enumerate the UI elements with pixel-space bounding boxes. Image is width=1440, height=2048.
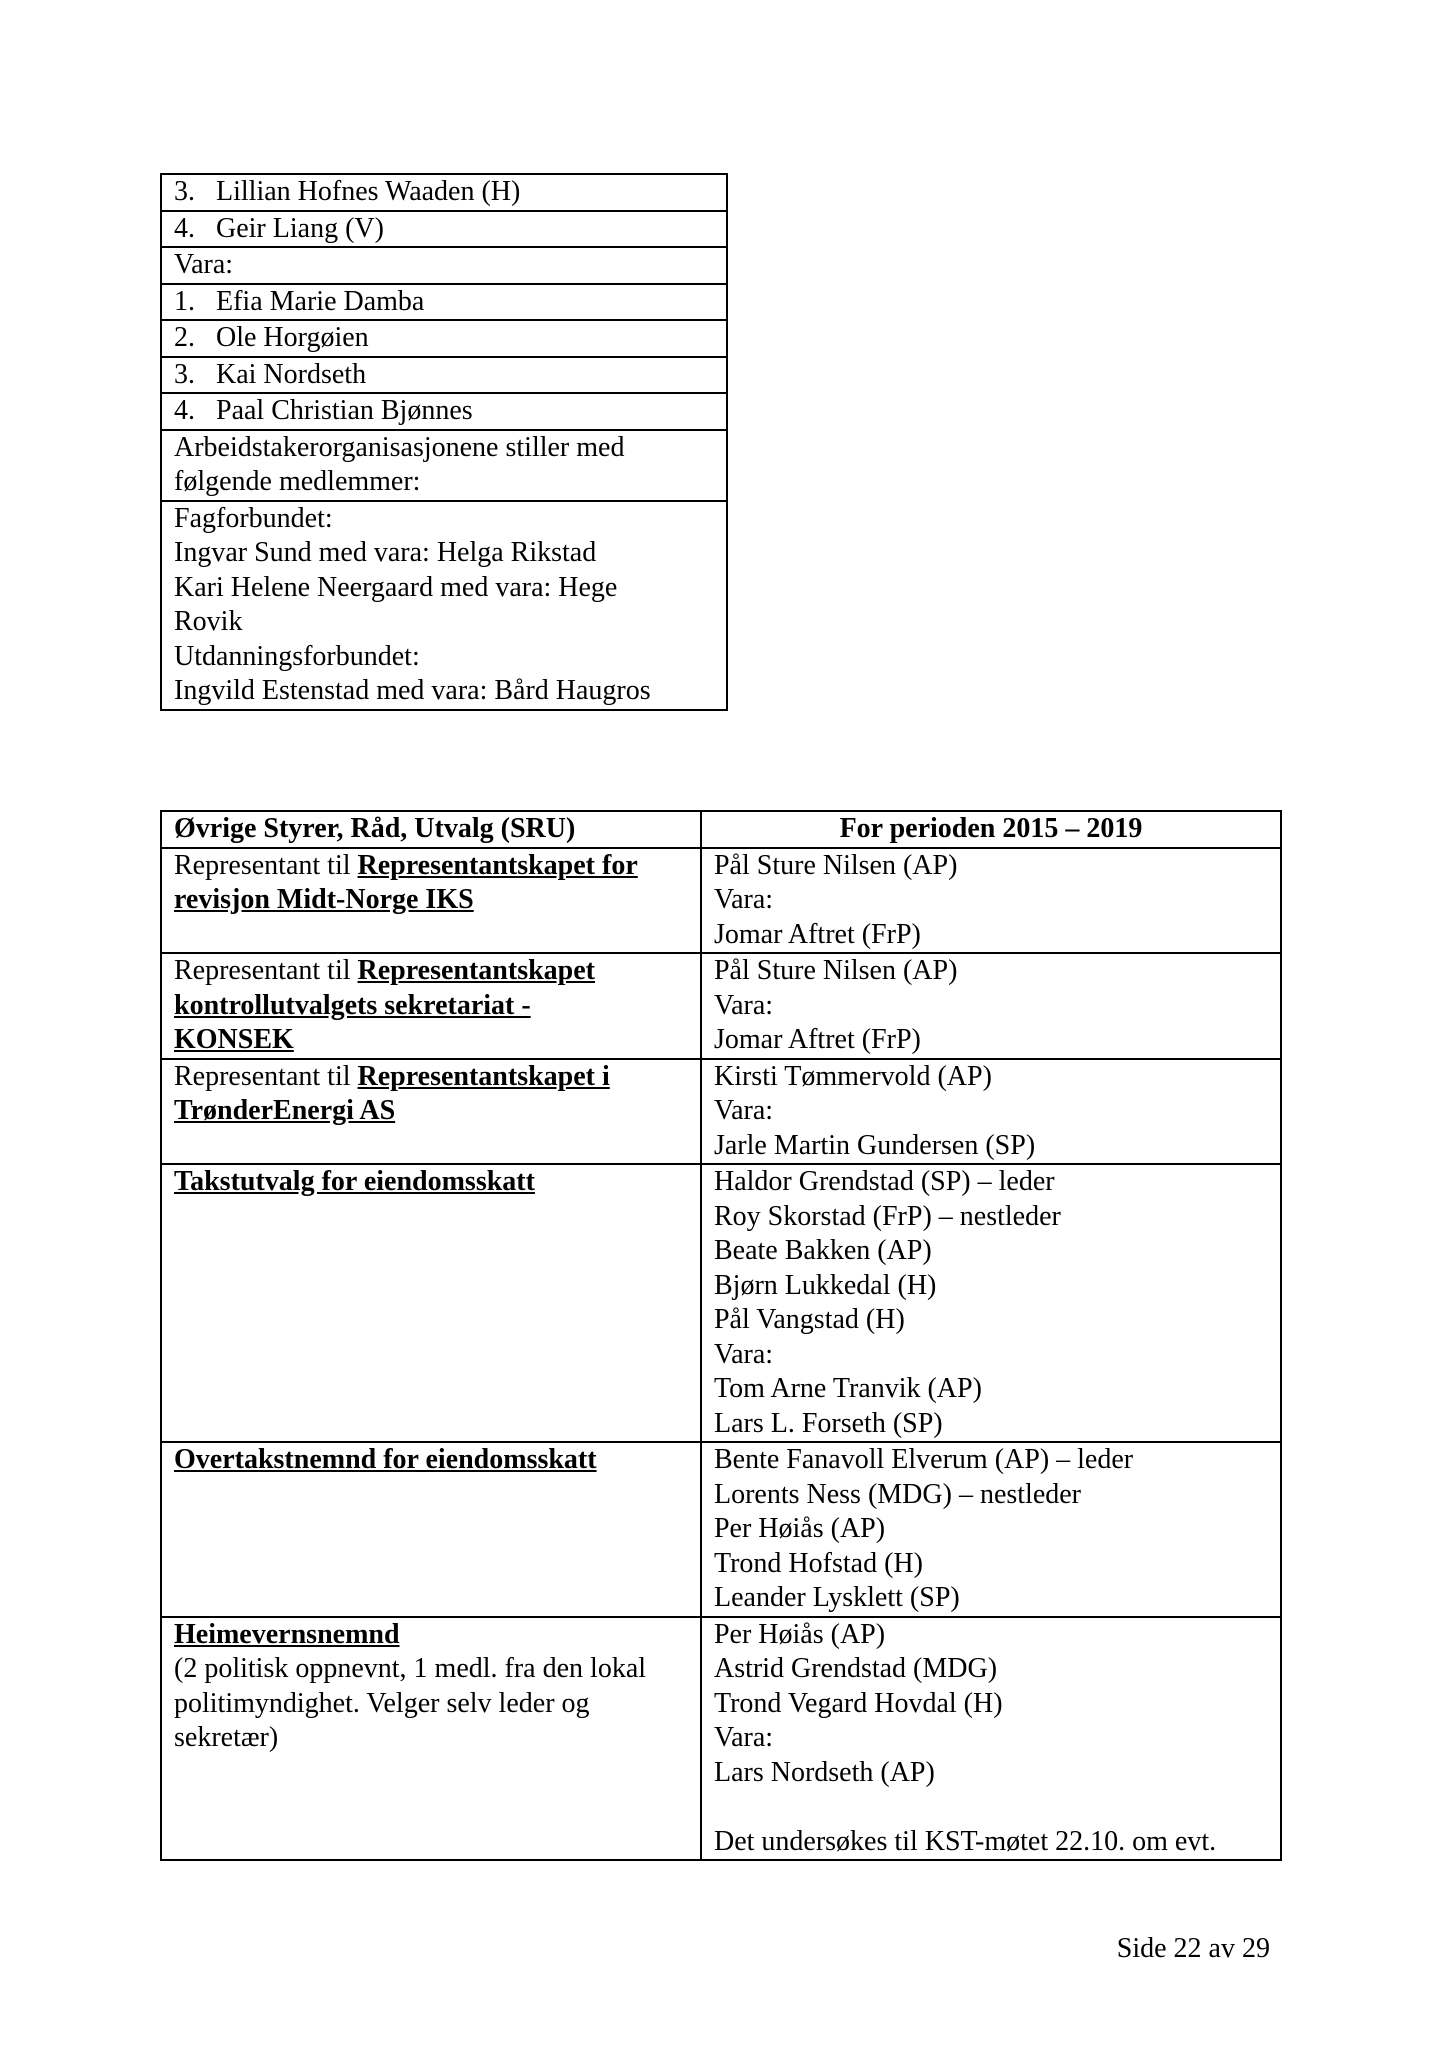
sru-title-line (174, 849, 688, 884)
list-number: 4. (174, 212, 195, 244)
sru-title-line (174, 1060, 688, 1095)
sru-title-line (174, 989, 688, 1024)
sru-member: Jomar Aftret (FrP) (713, 918, 921, 950)
sru-title-line (174, 1165, 688, 1200)
sru-member: Pål Sture Nilsen (AP) (713, 955, 958, 986)
sru-header-left: Øvrige Styrer, Råd, Utvalg (SRU) (161, 811, 701, 848)
sru-row (161, 1442, 1281, 1617)
sru-members-cell (701, 1442, 1281, 1617)
sru-member: Per Høiås (AP) (713, 1618, 886, 1650)
sru-body-title: Representantskapet (357, 955, 595, 986)
member-row (161, 174, 727, 211)
council-members-table (160, 173, 728, 711)
sru-member: Astrid Grendstad (MDG) (713, 1653, 998, 1684)
list-number: 2. (174, 322, 195, 353)
sru-member: Lars L. Forseth (SP) (713, 1407, 943, 1439)
sru-member: Jomar Aftret (FrP) (713, 1024, 921, 1055)
sru-body-cell (161, 848, 701, 954)
union-line: Utdanningsforbundet: (174, 640, 420, 672)
vara-label-row (161, 247, 727, 284)
vara-member-cell (161, 284, 727, 321)
sru-body-note: (2 politisk oppnevnt, 1 medl. fra den lokal (174, 1653, 647, 1684)
sru-member: Per Høiås (AP) (713, 1513, 886, 1544)
sru-member: Lars Nordseth (AP) (713, 1756, 935, 1788)
sru-row (161, 1059, 1281, 1165)
sru-row (161, 1164, 1281, 1442)
employee-intro-line: Arbeidstakerorganisasjonene stiller med (174, 431, 625, 463)
vara-member-row (161, 393, 727, 430)
list-number: 3. (174, 358, 195, 390)
sru-body-title: Representantskapet for (357, 849, 638, 881)
unions-cell (161, 501, 727, 710)
sru-members-cell (701, 1164, 1281, 1442)
sru-row (161, 848, 1281, 954)
sru-body-note: sekretær) (174, 1722, 279, 1753)
sru-member: Bjørn Lukkedal (H) (713, 1269, 937, 1301)
vara-member-name: Paal Christian Bjønnes (216, 395, 473, 426)
sru-prefix: Representant til (174, 955, 358, 986)
sru-prefix: Representant til (174, 849, 358, 881)
vara-member-row (161, 320, 727, 357)
sru-members-cell (701, 848, 1281, 954)
vara-label: Vara: (161, 247, 727, 284)
sru-header-row (161, 811, 1281, 848)
sru-members-cell (701, 953, 1281, 1059)
sru-member: Trond Hofstad (H) (713, 1547, 923, 1579)
vara-member-name: Ole Horgøien (216, 322, 369, 353)
sru-member: Vara: (713, 1722, 774, 1753)
sru-member: Vara: (713, 1095, 774, 1126)
sru-member: Roy Skorstad (FrP) – nestleder (713, 1200, 1061, 1232)
sru-body-note: politimyndighet. Velger selv leder og (174, 1687, 590, 1719)
vara-member-cell (161, 357, 727, 394)
vara-member-name: Kai Nordseth (216, 358, 367, 390)
sru-body-cell (161, 1617, 701, 1861)
member-cell (161, 211, 727, 248)
sru-body-cell (161, 1442, 701, 1617)
union-line: Rovik (174, 606, 243, 637)
sru-row (161, 953, 1281, 1059)
sru-title-line (174, 883, 688, 918)
sru-member: Haldor Grendstad (SP) – leder (713, 1166, 1055, 1197)
list-number: 3. (174, 176, 195, 207)
employee-intro-cell (161, 430, 727, 501)
sru-title-line (174, 1094, 688, 1129)
member-cell (161, 174, 727, 211)
sru-member: Det undersøkes til KST-møtet 22.10. om evt. (713, 1825, 1217, 1857)
sru-member: Vara: (713, 884, 774, 915)
sru-body-title: TrønderEnergi AS (174, 1095, 396, 1126)
sru-member: Pål Sture Nilsen (AP) (713, 849, 958, 881)
sru-member: Lorents Ness (MDG) – nestleder (713, 1478, 1082, 1510)
sru-member: Vara: (713, 989, 774, 1021)
sru-body-title: Overtakstnemnd for eiendomsskatt (174, 1444, 597, 1475)
sru-members-cell (701, 1059, 1281, 1165)
sru-title-line (174, 1618, 688, 1653)
union-line: Kari Helene Neergaard med vara: Hege (174, 571, 618, 603)
list-number: 4. (174, 395, 195, 426)
vara-member-row (161, 284, 727, 321)
sru-title-line (174, 1023, 688, 1058)
sru-member: Kirsti Tømmervold (AP) (713, 1060, 992, 1092)
sru-members-cell (701, 1617, 1281, 1861)
union-line: Ingvar Sund med vara: Helga Rikstad (174, 537, 597, 568)
employee-intro-row (161, 430, 727, 501)
sru-body-cell (161, 1059, 701, 1165)
employee-intro-line: følgende medlemmer: (174, 466, 421, 497)
vara-member-name: Efia Marie Damba (216, 285, 425, 317)
union-line: Fagforbundet: (174, 502, 333, 534)
sru-title-line (174, 1443, 688, 1478)
sru-member: Beate Bakken (AP) (713, 1235, 932, 1266)
sru-body-title: KONSEK (174, 1024, 294, 1055)
sru-body-title: Heimevernsnemnd (174, 1618, 400, 1650)
sru-member: Jarle Martin Gundersen (SP) (713, 1129, 1036, 1161)
page-number: Side 22 av 29 (1116, 1933, 1270, 1964)
member-row (161, 211, 727, 248)
sru-body-title: revisjon Midt-Norge IKS (174, 884, 474, 915)
member-name: Geir Liang (V) (216, 212, 384, 244)
unions-row (161, 501, 727, 710)
sru-member: Pål Vangstad (H) (713, 1304, 905, 1335)
sru-member: Trond Vegard Hovdal (H) (713, 1687, 1003, 1719)
sru-body-title: Takstutvalg for eiendomsskatt (174, 1166, 535, 1197)
sru-body-title: Representantskapet i (357, 1060, 610, 1092)
sru-row (161, 1617, 1281, 1861)
sru-body-cell (161, 953, 701, 1059)
sru-member: Vara: (713, 1338, 774, 1370)
sru-prefix: Representant til (174, 1060, 358, 1092)
union-line: Ingvild Estenstad med vara: Bård Haugros (174, 675, 651, 706)
sru-member: Leander Lysklett (SP) (713, 1582, 960, 1613)
sru-body-title: kontrollutvalgets sekretariat - (174, 989, 531, 1021)
sru-member (714, 1790, 1268, 1825)
sru-member: Tom Arne Tranvik (AP) (713, 1373, 982, 1404)
vara-member-row (161, 357, 727, 394)
vara-member-cell (161, 320, 727, 357)
sru-member: Bente Fanavoll Elverum (AP) – leder (713, 1444, 1134, 1475)
sru-title-line (174, 954, 688, 989)
vara-member-cell (161, 393, 727, 430)
sru-body-cell (161, 1164, 701, 1442)
list-number: 1. (174, 285, 195, 317)
sru-header-right: For perioden 2015 – 2019 (701, 811, 1281, 848)
sru-table (160, 810, 1282, 1861)
member-name: Lillian Hofnes Waaden (H) (216, 176, 521, 207)
